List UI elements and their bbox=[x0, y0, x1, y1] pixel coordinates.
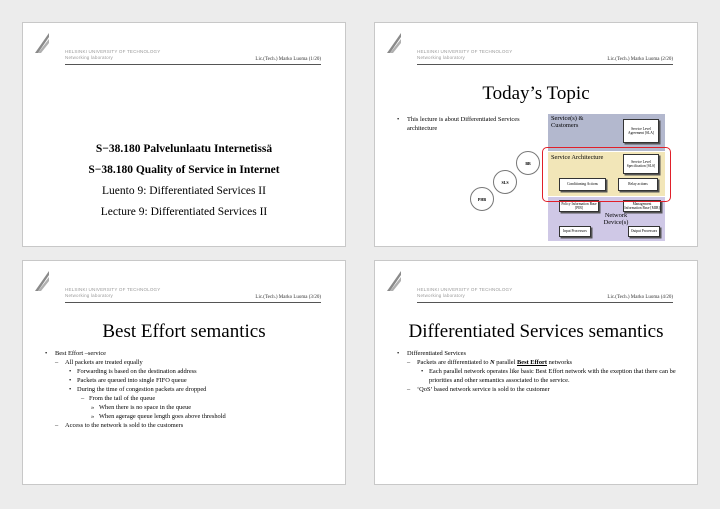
sls-box: Service Level Specification [SLS] bbox=[623, 154, 659, 174]
list-item: » When there is no space in the queue bbox=[45, 403, 335, 412]
page-number: Lic.(Tech.) Marko Luoma (2/20) bbox=[607, 57, 673, 62]
university-logo-icon bbox=[385, 31, 403, 55]
phb-circle: PHB bbox=[470, 187, 494, 211]
university-logo-icon bbox=[33, 31, 51, 55]
university-name: HELSINKI UNIVERSITY OF TECHNOLOGY Networking laboratory bbox=[417, 287, 513, 298]
page-number: Lic.(Tech.) Marko Luoma (4/20) bbox=[607, 295, 673, 300]
list-item: – Packets are differentiated to N parallel Best Effort networks bbox=[397, 358, 682, 367]
university-logo-icon bbox=[385, 269, 403, 293]
slide-title: Best Effort semantics bbox=[102, 321, 266, 342]
bb-circle: BB bbox=[516, 151, 540, 175]
network-devices-label: Network Device(s) bbox=[603, 212, 629, 226]
list-item: – From the tail of the queue bbox=[45, 394, 335, 403]
list-item: • Packets are queued into single FIFO queue bbox=[45, 376, 335, 385]
slide-4 bbox=[374, 260, 698, 485]
list-item: – ‘QoS’ based network service is sold to the customer bbox=[397, 385, 682, 394]
list-item: • Best Effort –service bbox=[45, 349, 335, 358]
customers-label: Service(s) & Customers bbox=[551, 115, 584, 129]
mib-box: Management Information Base [MIB] bbox=[624, 201, 660, 210]
university-name: HELSINKI UNIVERSITY OF TECHNOLOGY Networking laboratory bbox=[65, 287, 161, 298]
conditioning-actions-box: Conditioning Actions bbox=[559, 178, 606, 191]
customers-box bbox=[548, 114, 665, 151]
intro-bullet: • This lecture is about Differentiated Services architecture bbox=[397, 116, 520, 132]
list-item: – Access to the network is sold to the customers bbox=[45, 421, 335, 430]
relay-actions-box: Relay actions bbox=[618, 178, 658, 191]
lecture-title-en: Lecture 9: Differentiated Services II bbox=[100, 206, 268, 218]
highlight-outline bbox=[542, 147, 671, 202]
network-devices-box bbox=[548, 197, 665, 241]
course-title-en: S−38.180 Quality of Service in Internet bbox=[88, 164, 280, 176]
list-item: – All packets are treated equally bbox=[45, 358, 335, 367]
page-number: Lic.(Tech.) Marko Luoma (3/20) bbox=[255, 295, 321, 300]
list-item: • During the time of congestion packets are dropped bbox=[45, 385, 335, 394]
slide-title: Today’s Topic bbox=[482, 83, 590, 104]
bullet-list bbox=[45, 349, 335, 430]
list-item: » When agerage queue length goes above threshold bbox=[45, 412, 335, 421]
course-title-fi: S−38.180 Palvelunlaatu Internetissä bbox=[95, 143, 273, 155]
page-number: Lic.(Tech.) Marko Luoma (1/20) bbox=[255, 57, 321, 62]
pib-box: Policy Information Base [PIB] bbox=[559, 200, 599, 212]
university-name: HELSINKI UNIVERSITY OF TECHNOLOGY Networking laboratory bbox=[65, 49, 161, 60]
title-block bbox=[23, 139, 345, 223]
header-divider bbox=[417, 64, 673, 65]
slide-3 bbox=[22, 260, 346, 485]
list-item: • Differentiated Services bbox=[397, 349, 682, 358]
bullet-list bbox=[397, 349, 682, 394]
service-architecture-label: Service Architecture bbox=[551, 154, 604, 161]
sla-box: Service Level Agreement [SLA] bbox=[623, 119, 659, 143]
sls-circle: SLS bbox=[493, 170, 517, 194]
slide-title: Differentiated Services semantics bbox=[408, 321, 664, 342]
list-item: • Forwarding is based on the destination address bbox=[45, 367, 335, 376]
slide-2 bbox=[374, 22, 698, 247]
output-processors-box: Output Processors bbox=[628, 226, 660, 237]
header-divider bbox=[417, 302, 673, 303]
university-logo-icon bbox=[33, 269, 51, 293]
university-name: HELSINKI UNIVERSITY OF TECHNOLOGY Networking laboratory bbox=[417, 49, 513, 60]
slide-1 bbox=[22, 22, 346, 247]
input-processors-box: Input Processors bbox=[559, 226, 591, 237]
header-divider bbox=[65, 302, 321, 303]
lecture-title-fi: Luento 9: Differentiated Services II bbox=[102, 185, 266, 197]
header-divider bbox=[65, 64, 321, 65]
list-item: • Each parallel network operates like basic Best Effort network with the exeption that there can be priorities and other semantics associated to the service. bbox=[397, 367, 682, 385]
